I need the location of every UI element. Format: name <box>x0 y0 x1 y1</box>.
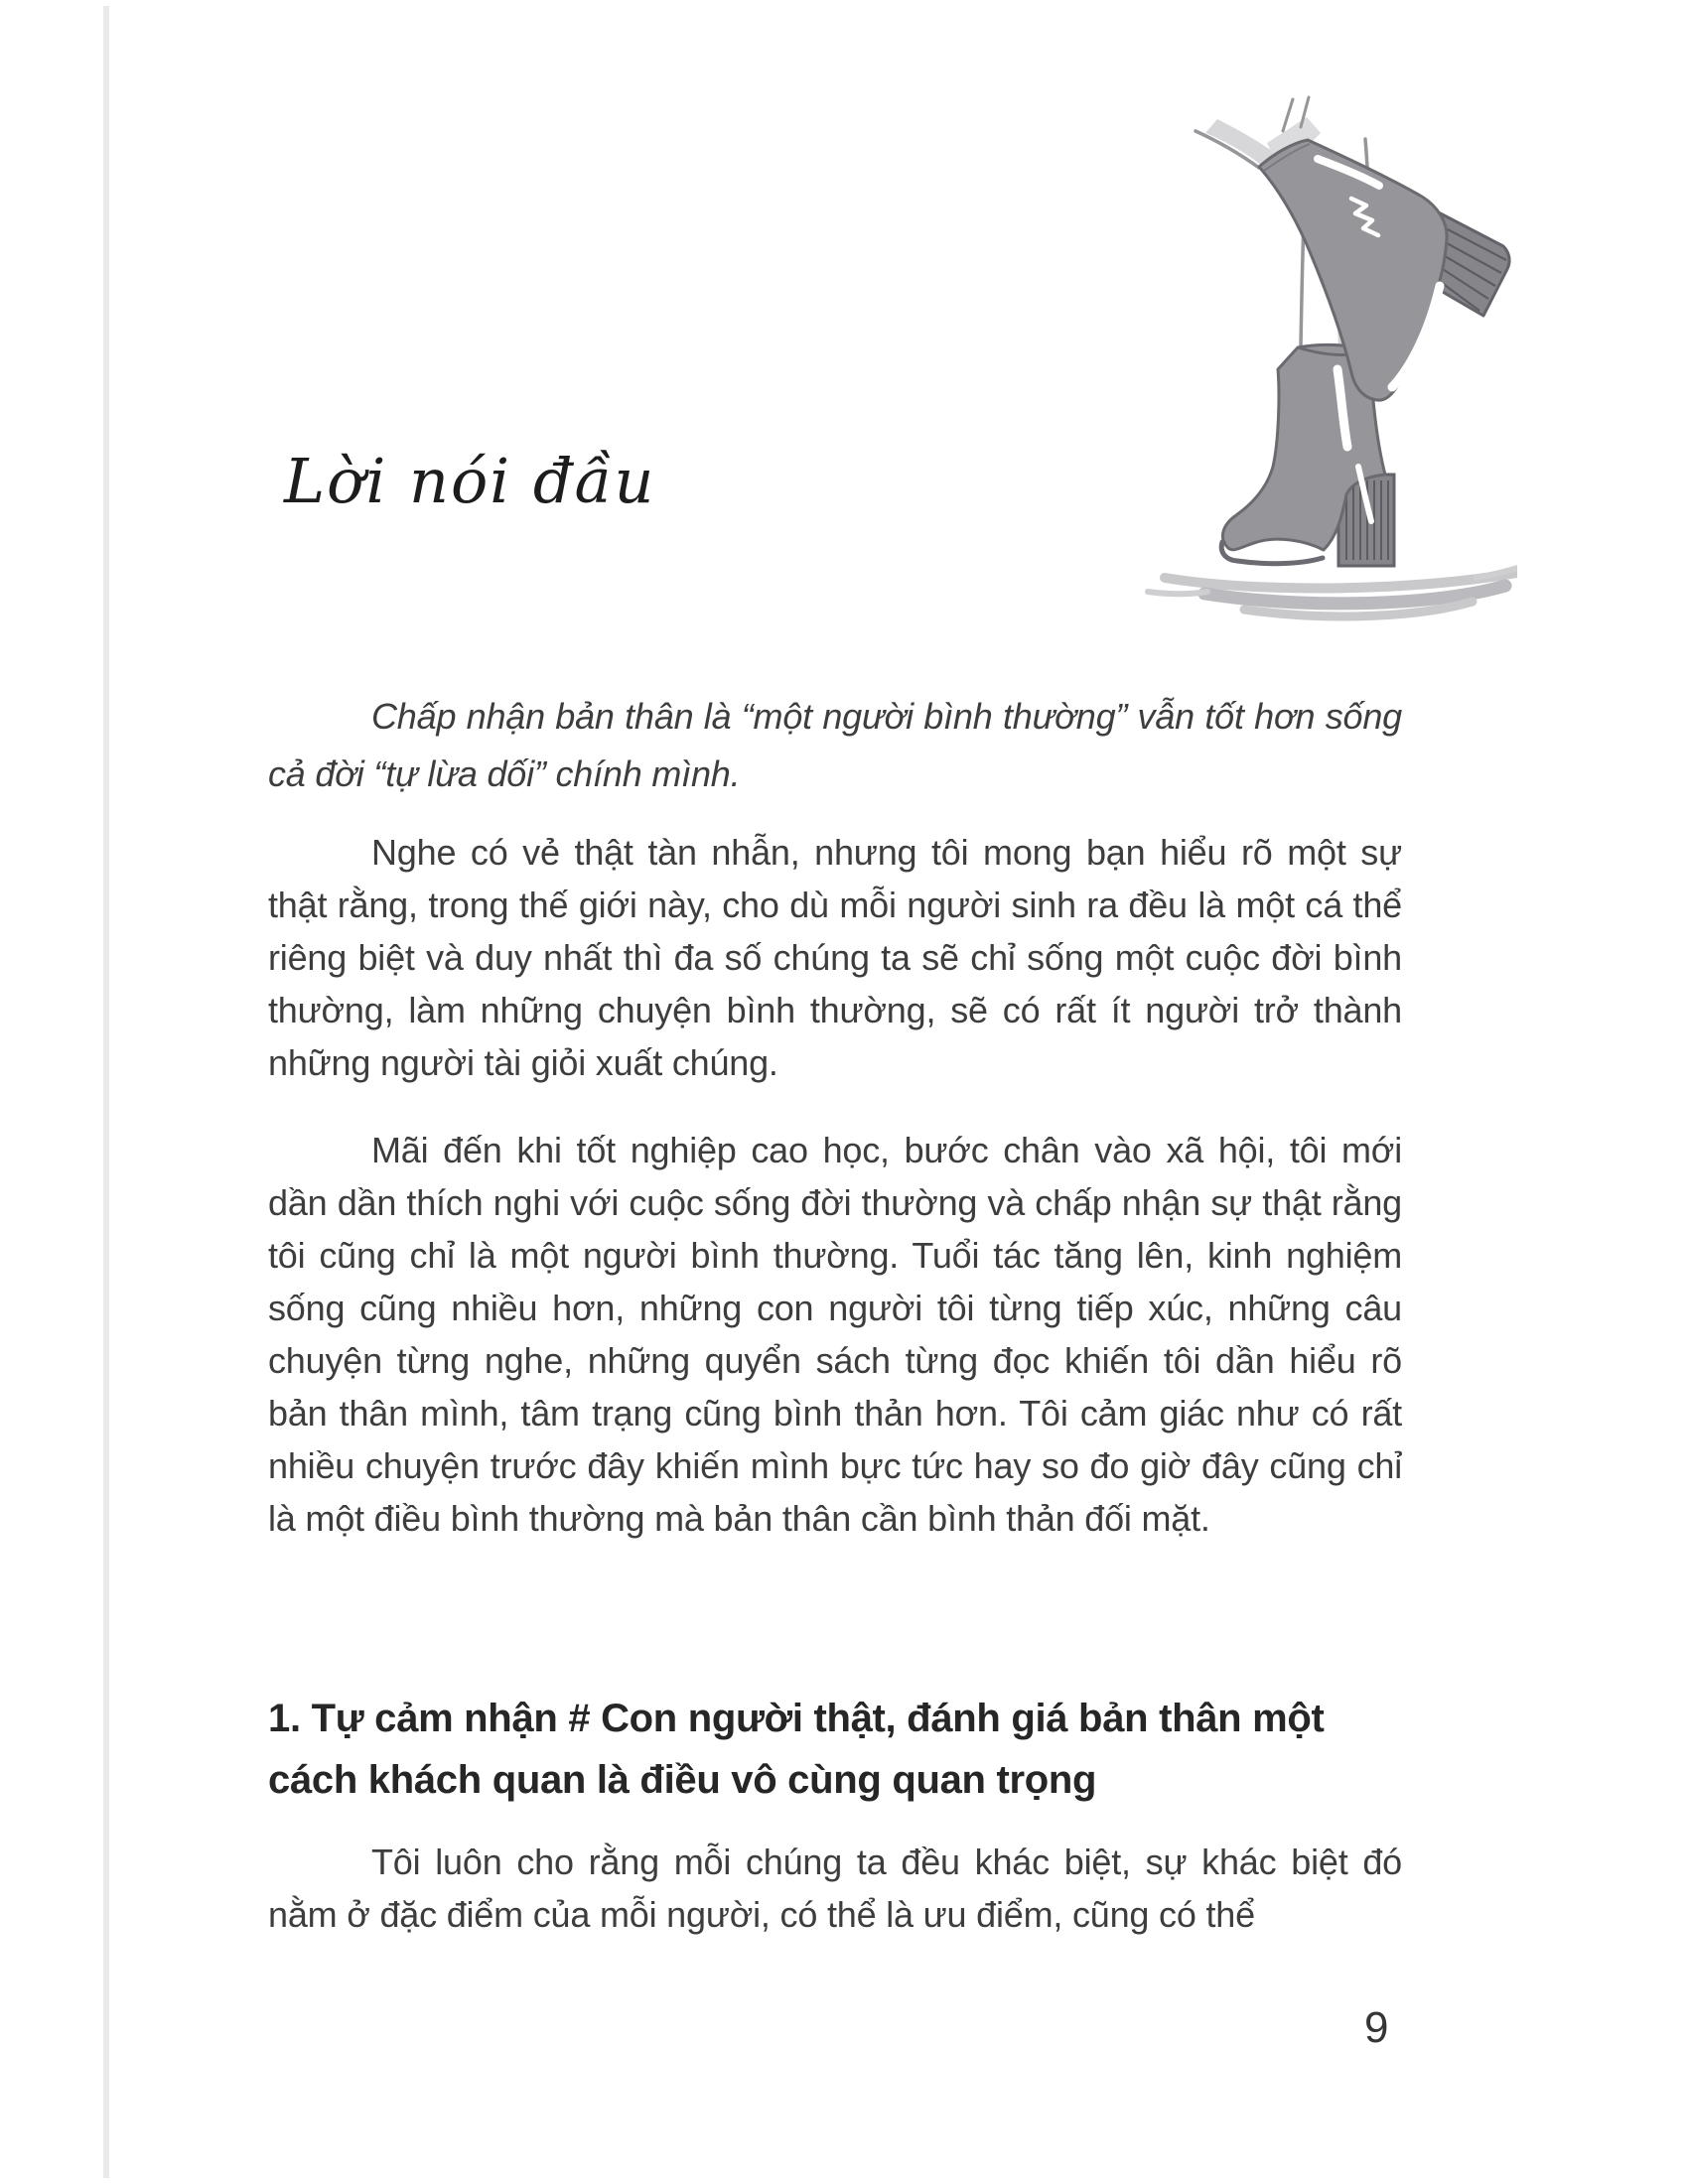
page-number: 9 <box>1364 2003 1389 2052</box>
paragraph: Tôi luôn cho rằng mỗi chúng ta đều khác biệt, sự khác biệt đó nằm ở đặc điểm của mỗi người, có thể là ưu điểm, cũng có thể <box>268 1842 1402 1935</box>
shadow-strokes <box>1148 562 1517 616</box>
epigraph-quote: Chấp nhận bản thân là “một người bình thường” vẫn tốt hơn sống cả đời “tự lừa dối” chính mình. <box>268 696 1402 794</box>
page-edge-rule <box>103 6 109 2178</box>
section-heading: 1. Tự cảm nhận # Con người thật, đánh giá bản thân một cách khách quan là điều vô cùng quan trọng <box>268 1697 1325 1802</box>
chapter-title: Lời nói đầu <box>284 445 656 517</box>
high-heeled-boots-illustration-icon <box>1110 81 1517 647</box>
paragraph: Mãi đến khi tốt nghiệp cao học, bước chân vào xã hội, tôi mới dần dần thích nghi với cuộc sống đời thường và chấp nhận sự thật rằng tôi cũng chỉ là một người bình thường. Tuổi tác tăng lên, kinh nghiệm sống cũng nhiều hơn, những con người tôi từng tiếp xúc, những câu chuyện từng nghe, những quyển sách từng đọc khiến tôi dần hiểu rõ bản thân mình, tâm trạng cũng bình thản hơn. Tôi cảm giác như có rất nhiều chuyện trước đây khiến mình bực tức hay so đo giờ đây cũng chỉ là một điều bình thường mà bản thân cần bình thản đối mặt. <box>268 1130 1402 1539</box>
paragraph: Nghe có vẻ thật tàn nhẫn, nhưng tôi mong bạn hiểu rõ một sự thật rằng, trong thế giới này, cho dù mỗi người sinh ra đều là một cá thể riêng biệt và duy nhất thì đa số chúng ta sẽ chỉ sống một cuộc đời bình thường, làm những chuyện bình thường, sẽ có rất ít người trở thành những người tài giỏi xuất chúng. <box>268 832 1402 1083</box>
